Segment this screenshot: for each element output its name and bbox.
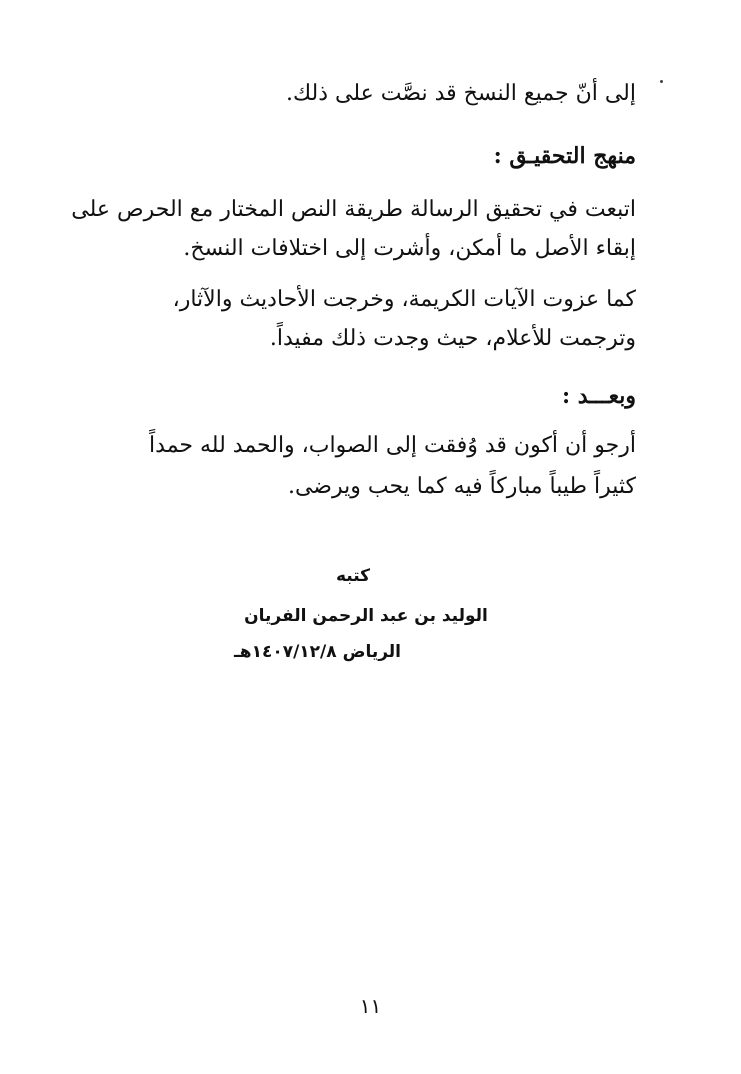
closing-heading: وبعـــد : bbox=[561, 383, 636, 409]
method-paragraph-1-line-2: إبقاء الأصل ما أمكن، وأشرت إلى اختلافات النسخ. bbox=[183, 236, 636, 261]
closing-line-1: أرجو أن أكون قد وُفقت إلى الصواب، والحمد لله حمداً bbox=[149, 433, 636, 458]
page-number: ١١ bbox=[359, 994, 382, 1018]
signature-place-date: الرياض ١٤٠٧/١٢/٨هـ bbox=[233, 642, 401, 662]
method-paragraph-2-line-2: وترجمت للأعلام، حيث وجدت ذلك مفيداً. bbox=[269, 326, 636, 351]
intro-line: إلى أنّ جميع النسخ قد نصَّت على ذلك. bbox=[286, 81, 636, 106]
closing-line-2: كثيراً طيباً مباركاً فيه كما يحب ويرضى. bbox=[287, 474, 636, 499]
signature-block bbox=[0, 560, 741, 670]
scan-speck bbox=[660, 80, 663, 83]
method-paragraph-2-line-1: كما عزوت الآيات الكريمة، وخرجت الأحاديث والآثار، bbox=[172, 287, 636, 312]
signature-author: الوليد بن عبد الرحمن الفريان bbox=[244, 606, 488, 626]
method-paragraph-1-line-1: اتبعت في تحقيق الرسالة طريقة النص المختار مع الحرص على bbox=[71, 197, 636, 222]
signature-written-by: كتبه bbox=[335, 566, 371, 586]
method-heading: منهج التحقيـق : bbox=[493, 143, 636, 169]
